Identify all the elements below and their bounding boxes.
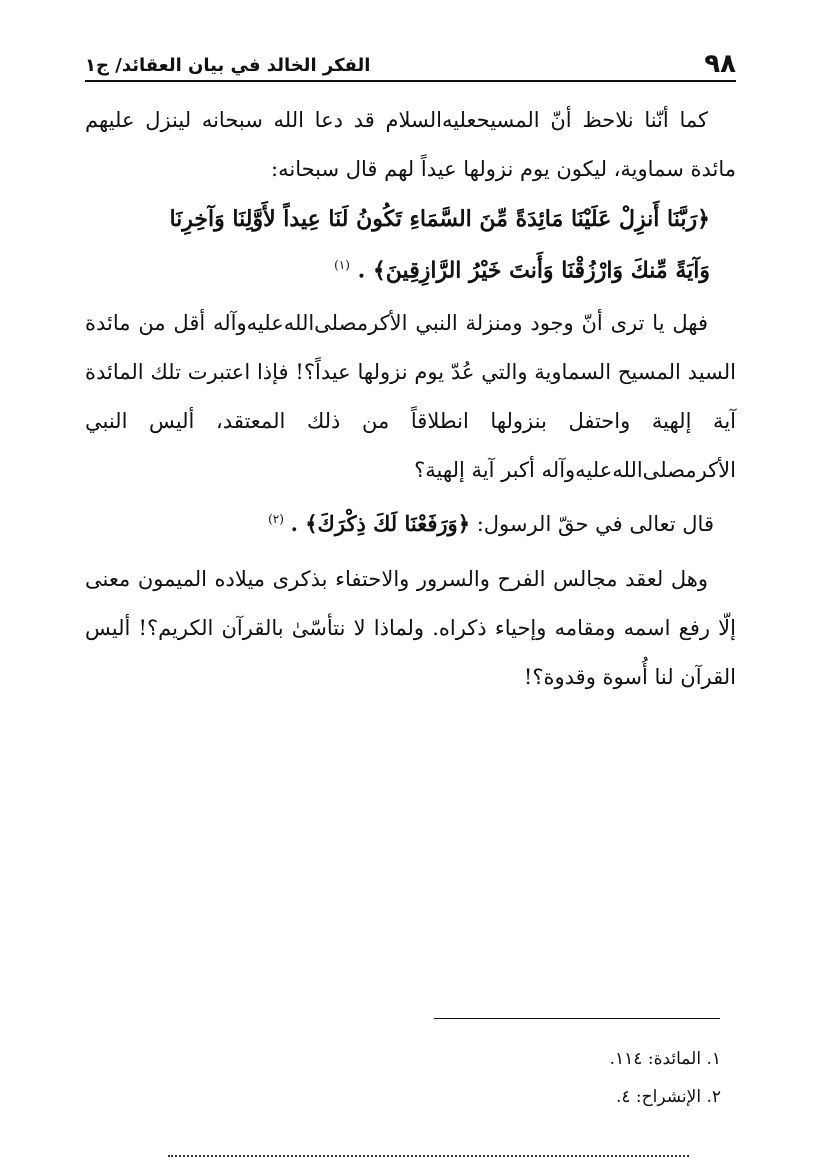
page-number: ٩٨ (704, 49, 736, 79)
paragraph-3 (85, 495, 736, 549)
footnotes (421, 1040, 721, 1116)
footnote-ref-2: (٢) (268, 512, 284, 527)
quote-line-1: ﴿رَبَّنَا أَنزِلْ عَلَيْنَا مَائِدَةً مِّنَ السَّمَاءِ تَكُونُ لَنَا عِيداً لأَوَّلِنَا وَآخِرِنَا (169, 206, 710, 232)
footnote-ref-1: (١) (334, 258, 350, 272)
running-header (85, 44, 736, 78)
quran-quote-1 (85, 196, 736, 293)
quote-line-2 (85, 242, 710, 293)
footnote-2: ٢. الإنشراح: ٤. (615, 1087, 721, 1107)
paragraph-2: فهل يا ترى أنّ وجود ومنزلة النبي الأكرمصلى‌الله‌عليه‌وآله أقل من مائدة السيد المسيح السماوية والتي عُدّ يوم نزولها عيداً؟! فإذا اعتبرت تلك المائدة آية إلهية واحتفل بنزولها انطلاقاً من ذلك المعتقد، أليس النبي الأكرمصلى‌الله‌عليه‌وآله أكبر آية إلهية؟ (85, 311, 736, 483)
quran-quote-2: ﴿وَرَفَعْنَا لَكَ ذِكْرَكَ﴾ . (290, 511, 471, 537)
header-leader-dots (168, 1155, 689, 1157)
paragraph-4: وهل لعقد مجالس الفرح والسرور والاحتفاء بذكرى ميلاده الميمون معنى إلّا رفع اسمه ومقامه وإحياء ذكراه. ولماذا لا نتأسّىٰ بالقرآن الكريم؟! أليس القرآن لنا أُسوة وقدوة؟! (85, 567, 736, 690)
footnote-rule (434, 1018, 720, 1019)
body-text (85, 96, 736, 702)
footnote-1: ١. المائدة: ١١٤. (609, 1049, 721, 1069)
quote-line-2-text: وَآيَةً مِّنكَ وَارْزُقْنَا وَأَنتَ خَيْرُ الرَّازِقِينَ﴾ . (357, 257, 710, 284)
header-rule (85, 80, 736, 82)
paragraph-1: كما أنّنا نلاحظ أنّ المسيحعليه‌السلام قد دعا الله سبحانه لينزل عليهم مائدة سماوية، ليكون يوم نزولها عيداً لهم قال سبحانه: (85, 108, 736, 181)
paragraph-3-text: قال تعالى في حقّ الرسول: (470, 512, 714, 537)
book-title: الفكر الخالد في بيان العقائد/ ج١ (85, 55, 371, 76)
